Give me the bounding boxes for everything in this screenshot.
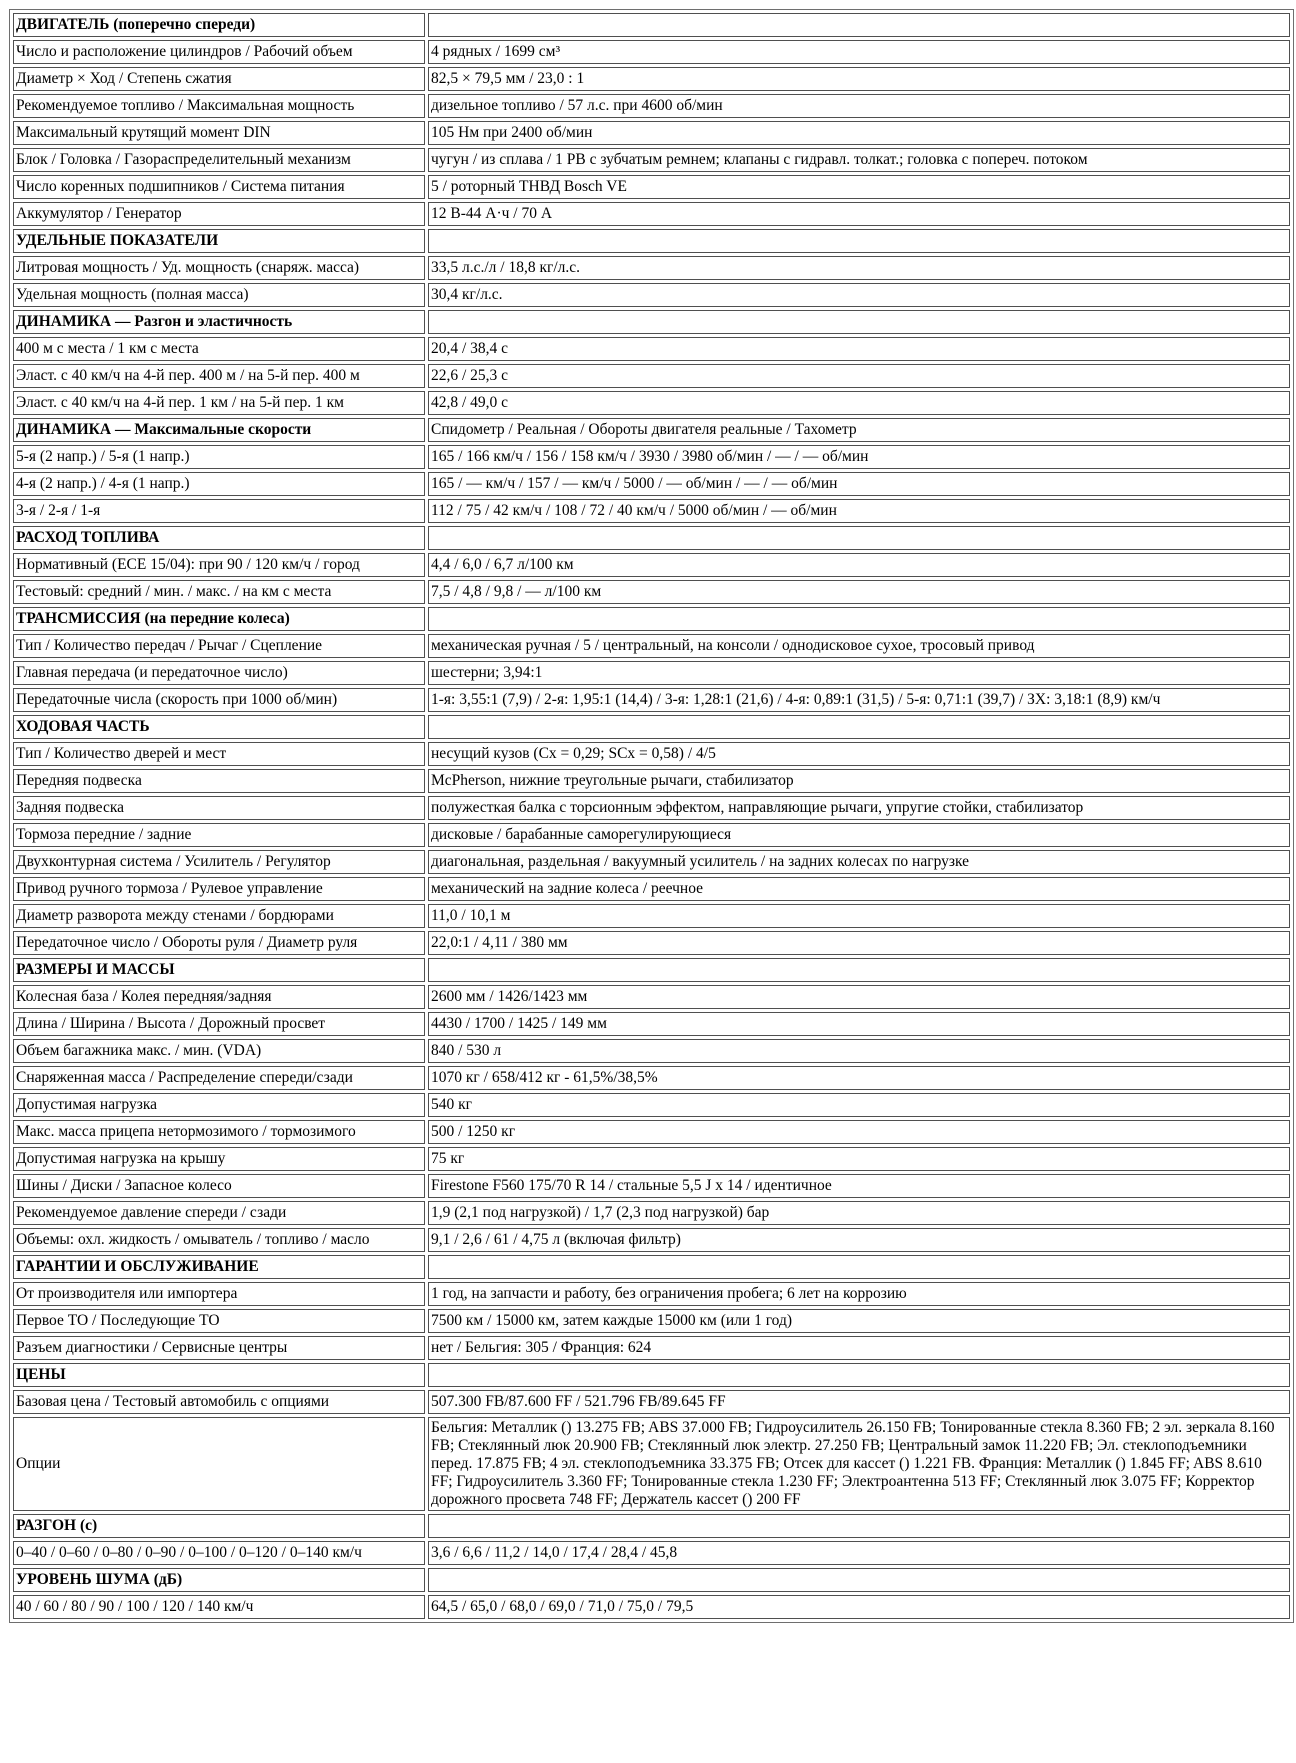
row-value: чугун / из сплава / 1 РВ с зубчатым ремнем; клапаны с гидравл. толкат.; головка с попереч. потоком: [428, 148, 1290, 172]
row-label: Тип / Количество передач / Рычаг / Сцепление: [13, 634, 425, 658]
table-row: [13, 1120, 1290, 1144]
section-header-row: [13, 1514, 1290, 1538]
row-label: Опции: [13, 1417, 425, 1511]
table-row: [13, 94, 1290, 118]
row-label: 4-я (2 напр.) / 4-я (1 напр.): [13, 472, 425, 496]
row-label: 3-я / 2-я / 1-я: [13, 499, 425, 523]
row-value: [428, 1514, 1290, 1538]
row-label: Объем багажника макс. / мин. (VDA): [13, 1039, 425, 1063]
table-row: [13, 580, 1290, 604]
row-label: Литровая мощность / Уд. мощность (снаряж. масса): [13, 256, 425, 280]
row-value: 11,0 / 10,1 м: [428, 904, 1290, 928]
row-value: 165 / — км/ч / 157 / — км/ч / 5000 / — об/мин / — / — об/мин: [428, 472, 1290, 496]
table-row: [13, 1039, 1290, 1063]
row-value: [428, 1568, 1290, 1592]
row-label: 5-я (2 напр.) / 5-я (1 напр.): [13, 445, 425, 469]
row-value: 3,6 / 6,6 / 11,2 / 14,0 / 17,4 / 28,4 / 45,8: [428, 1541, 1290, 1565]
table-row: [13, 391, 1290, 415]
row-value: McPherson, нижние треугольные рычаги, стабилизатор: [428, 769, 1290, 793]
row-value: 4 рядных / 1699 см³: [428, 40, 1290, 64]
table-row: [13, 1012, 1290, 1036]
row-label: Базовая цена / Тестовый автомобиль с опциями: [13, 1390, 425, 1414]
table-row: [13, 634, 1290, 658]
row-label: Блок / Головка / Газораспределительный механизм: [13, 148, 425, 172]
row-label: Аккумулятор / Генератор: [13, 202, 425, 226]
row-value: дисковые / барабанные саморегулирующиеся: [428, 823, 1290, 847]
row-label: Рекомендуемое топливо / Максимальная мощность: [13, 94, 425, 118]
section-title: ХОДОВАЯ ЧАСТЬ: [13, 715, 425, 739]
row-label: Число коренных подшипников / Система питания: [13, 175, 425, 199]
row-label: Удельная мощность (полная масса): [13, 283, 425, 307]
section-title: УРОВЕНЬ ШУМА (дБ): [13, 1568, 425, 1592]
row-value: Firestone F560 175/70 R 14 / стальные 5,5 J x 14 / идентичное: [428, 1174, 1290, 1198]
row-label: Рекомендуемое давление спереди / сзади: [13, 1201, 425, 1225]
row-label: Передаточное число / Обороты руля / Диаметр руля: [13, 931, 425, 955]
table-row: [13, 823, 1290, 847]
row-value: 7500 км / 15000 км, затем каждые 15000 км (или 1 год): [428, 1309, 1290, 1333]
row-label: Снаряженная масса / Распределение спереди/сзади: [13, 1066, 425, 1090]
row-value: 1-я: 3,55:1 (7,9) / 2-я: 1,95:1 (14,4) / 3-я: 1,28:1 (21,6) / 4-я: 0,89:1 (31,5) / 5-я: 0,71:1 (39,7) / ЗХ: 3,18:1 (8,9) км/ч: [428, 688, 1290, 712]
table-row: [13, 1336, 1290, 1360]
row-value: 9,1 / 2,6 / 61 / 4,75 л (включая фильтр): [428, 1228, 1290, 1252]
row-value: механическая ручная / 5 / центральный, на консоли / однодисковое сухое, тросовый привод: [428, 634, 1290, 658]
section-title: ТРАНСМИССИЯ (на передние колеса): [13, 607, 425, 631]
table-row: [13, 1541, 1290, 1565]
row-value: [428, 1363, 1290, 1387]
row-value: [428, 715, 1290, 739]
table-row: [13, 364, 1290, 388]
table-row: [13, 472, 1290, 496]
row-label: Диаметр × Ход / Степень сжатия: [13, 67, 425, 91]
table-row: [13, 1390, 1290, 1414]
table-row: [13, 1228, 1290, 1252]
row-value: 33,5 л.с./л / 18,8 кг/л.с.: [428, 256, 1290, 280]
row-value: [428, 958, 1290, 982]
table-row: [13, 499, 1290, 523]
row-value: 22,0:1 / 4,11 / 380 мм: [428, 931, 1290, 955]
table-row: [13, 850, 1290, 874]
row-label: Допустимая нагрузка: [13, 1093, 425, 1117]
row-value: [428, 310, 1290, 334]
section-header-row: [13, 310, 1290, 334]
row-value: нет / Бельгия: 305 / Франция: 624: [428, 1336, 1290, 1360]
row-label: Длина / Ширина / Высота / Дорожный просвет: [13, 1012, 425, 1036]
row-value: 7,5 / 4,8 / 9,8 / — л/100 км: [428, 580, 1290, 604]
row-label: От производителя или импортера: [13, 1282, 425, 1306]
row-label: Передняя подвеска: [13, 769, 425, 793]
row-label: Тормоза передние / задние: [13, 823, 425, 847]
table-row: [13, 553, 1290, 577]
row-value: 4430 / 1700 / 1425 / 149 мм: [428, 1012, 1290, 1036]
row-label: 40 / 60 / 80 / 90 / 100 / 120 / 140 км/ч: [13, 1595, 425, 1619]
section-title: ДИНАМИКА — Разгон и эластичность: [13, 310, 425, 334]
row-value: 5 / роторный ТНВД Bosch VE: [428, 175, 1290, 199]
section-title: РАЗГОН (с): [13, 1514, 425, 1538]
row-value: шестерни; 3,94:1: [428, 661, 1290, 685]
row-value: 1,9 (2,1 под нагрузкой) / 1,7 (2,3 под нагрузкой) бар: [428, 1201, 1290, 1225]
section-title: ДВИГАТЕЛЬ (поперечно спереди): [13, 13, 425, 37]
table-row: [13, 796, 1290, 820]
section-title: РАСХОД ТОПЛИВА: [13, 526, 425, 550]
row-label: Число и расположение цилиндров / Рабочий объем: [13, 40, 425, 64]
table-row: [13, 1201, 1290, 1225]
row-value: 30,4 кг/л.с.: [428, 283, 1290, 307]
row-label: Диаметр разворота между стенами / бордюрами: [13, 904, 425, 928]
table-row: [13, 256, 1290, 280]
table-row: [13, 283, 1290, 307]
section-header-row: [13, 1255, 1290, 1279]
row-value: 75 кг: [428, 1147, 1290, 1171]
row-label: Эласт. с 40 км/ч на 4-й пер. 1 км / на 5-й пер. 1 км: [13, 391, 425, 415]
row-value: 2600 мм / 1426/1423 мм: [428, 985, 1290, 1009]
row-label: Привод ручного тормоза / Рулевое управление: [13, 877, 425, 901]
section-header-row: [13, 526, 1290, 550]
section-header-row: [13, 1568, 1290, 1592]
row-label: Колесная база / Колея передняя/задняя: [13, 985, 425, 1009]
row-label: Максимальный крутящий момент DIN: [13, 121, 425, 145]
table-row: [13, 769, 1290, 793]
row-label: Макс. масса прицепа нетормозимого / тормозимого: [13, 1120, 425, 1144]
row-label: Шины / Диски / Запасное колесо: [13, 1174, 425, 1198]
row-value: [428, 229, 1290, 253]
table-row: [13, 40, 1290, 64]
row-value: Бельгия: Металлик () 13.275 FB; ABS 37.000 FB; Гидроусилитель 26.150 FB; Тонированные стекла 8.360 FB; 2 эл. зеркала 8.160 FB; Стеклянный люк 20.900 FB; Стеклянный люк электр. 27.250 FB; Центральный замок 11.220 FB; Эл. стеклоподъемники перед. 17.875 FB; 4 эл. стеклоподъемника 33.375 FB; Отсек для кассет () 1.221 FB. Франция: Металлик () 1.845 FF; ABS 8.610 FF; Гидроусилитель 3.360 FF; Тонированные стекла 1.230 FF; Электроантенна 513 FF; Стеклянный люк 3.075 FF; Корректор дорожного просвета 748 FF; Держатель кассет () 200 FF: [428, 1417, 1290, 1511]
row-value: [428, 607, 1290, 631]
table-row: [13, 1417, 1290, 1511]
row-label: Тип / Количество дверей и мест: [13, 742, 425, 766]
spec-table-body: [13, 13, 1290, 1619]
row-value: 20,4 / 38,4 с: [428, 337, 1290, 361]
table-row: [13, 445, 1290, 469]
table-row: [13, 175, 1290, 199]
row-value: 500 / 1250 кг: [428, 1120, 1290, 1144]
table-row: [13, 1066, 1290, 1090]
row-value: 22,6 / 25,3 с: [428, 364, 1290, 388]
table-row: [13, 1595, 1290, 1619]
section-title: ГАРАНТИИ И ОБСЛУЖИВАНИЕ: [13, 1255, 425, 1279]
row-label: Передаточные числа (скорость при 1000 об/мин): [13, 688, 425, 712]
row-label: Объемы: охл. жидкость / омыватель / топливо / масло: [13, 1228, 425, 1252]
table-row: [13, 1282, 1290, 1306]
table-row: [13, 931, 1290, 955]
row-value: 4,4 / 6,0 / 6,7 л/100 км: [428, 553, 1290, 577]
row-label: Нормативный (ECE 15/04): при 90 / 120 км/ч / город: [13, 553, 425, 577]
section-header-row: [13, 418, 1290, 442]
section-title: ДИНАМИКА — Максимальные скорости: [13, 418, 425, 442]
row-value: 12 В-44 А·ч / 70 А: [428, 202, 1290, 226]
table-row: [13, 202, 1290, 226]
row-value: [428, 13, 1290, 37]
row-label: 0–40 / 0–60 / 0–80 / 0–90 / 0–100 / 0–120 / 0–140 км/ч: [13, 1541, 425, 1565]
spec-table: [9, 9, 1294, 1623]
row-label: Допустимая нагрузка на крышу: [13, 1147, 425, 1171]
row-value: 507.300 FB/87.600 FF / 521.796 FB/89.645 FF: [428, 1390, 1290, 1414]
table-row: [13, 904, 1290, 928]
table-row: [13, 67, 1290, 91]
row-value: 105 Нм при 2400 об/мин: [428, 121, 1290, 145]
row-label: 400 м с места / 1 км с места: [13, 337, 425, 361]
row-value: дизельное топливо / 57 л.с. при 4600 об/мин: [428, 94, 1290, 118]
section-header-row: [13, 607, 1290, 631]
table-row: [13, 985, 1290, 1009]
table-row: [13, 877, 1290, 901]
section-title: ЦЕНЫ: [13, 1363, 425, 1387]
table-row: [13, 1309, 1290, 1333]
row-value: [428, 1255, 1290, 1279]
section-header-row: [13, 958, 1290, 982]
row-value: механический на задние колеса / реечное: [428, 877, 1290, 901]
row-value: 82,5 × 79,5 мм / 23,0 : 1: [428, 67, 1290, 91]
row-value: 112 / 75 / 42 км/ч / 108 / 72 / 40 км/ч / 5000 об/мин / — об/мин: [428, 499, 1290, 523]
row-value: диагональная, раздельная / вакуумный усилитель / на задних колесах по нагрузке: [428, 850, 1290, 874]
table-row: [13, 1093, 1290, 1117]
row-value: [428, 526, 1290, 550]
row-label: Двухконтурная система / Усилитель / Регулятор: [13, 850, 425, 874]
row-value: 540 кг: [428, 1093, 1290, 1117]
section-header-row: [13, 229, 1290, 253]
table-row: [13, 1147, 1290, 1171]
row-value: Спидометр / Реальная / Обороты двигателя реальные / Тахометр: [428, 418, 1290, 442]
section-header-row: [13, 1363, 1290, 1387]
row-label: Эласт. с 40 км/ч на 4-й пер. 400 м / на 5-й пер. 400 м: [13, 364, 425, 388]
row-value: полужесткая балка с торсионным эффектом, направляющие рычаги, упругие стойки, стабилизатор: [428, 796, 1290, 820]
row-label: Тестовый: средний / мин. / макс. / на км с места: [13, 580, 425, 604]
row-value: 42,8 / 49,0 с: [428, 391, 1290, 415]
row-label: Задняя подвеска: [13, 796, 425, 820]
table-row: [13, 742, 1290, 766]
section-header-row: [13, 715, 1290, 739]
table-row: [13, 121, 1290, 145]
table-row: [13, 148, 1290, 172]
section-title: УДЕЛЬНЫЕ ПОКАЗАТЕЛИ: [13, 229, 425, 253]
row-value: 1070 кг / 658/412 кг - 61,5%/38,5%: [428, 1066, 1290, 1090]
row-value: несущий кузов (Cx = 0,29; SCx = 0,58) / 4/5: [428, 742, 1290, 766]
row-value: 64,5 / 65,0 / 68,0 / 69,0 / 71,0 / 75,0 / 79,5: [428, 1595, 1290, 1619]
table-row: [13, 337, 1290, 361]
table-row: [13, 661, 1290, 685]
section-title: РАЗМЕРЫ И МАССЫ: [13, 958, 425, 982]
row-value: 1 год, на запчасти и работу, без ограничения пробега; 6 лет на коррозию: [428, 1282, 1290, 1306]
row-label: Разъем диагностики / Сервисные центры: [13, 1336, 425, 1360]
table-row: [13, 1174, 1290, 1198]
row-value: 840 / 530 л: [428, 1039, 1290, 1063]
row-label: Главная передача (и передаточное число): [13, 661, 425, 685]
row-value: 165 / 166 км/ч / 156 / 158 км/ч / 3930 / 3980 об/мин / — / — об/мин: [428, 445, 1290, 469]
section-header-row: [13, 13, 1290, 37]
table-row: [13, 688, 1290, 712]
row-label: Первое ТО / Последующие ТО: [13, 1309, 425, 1333]
